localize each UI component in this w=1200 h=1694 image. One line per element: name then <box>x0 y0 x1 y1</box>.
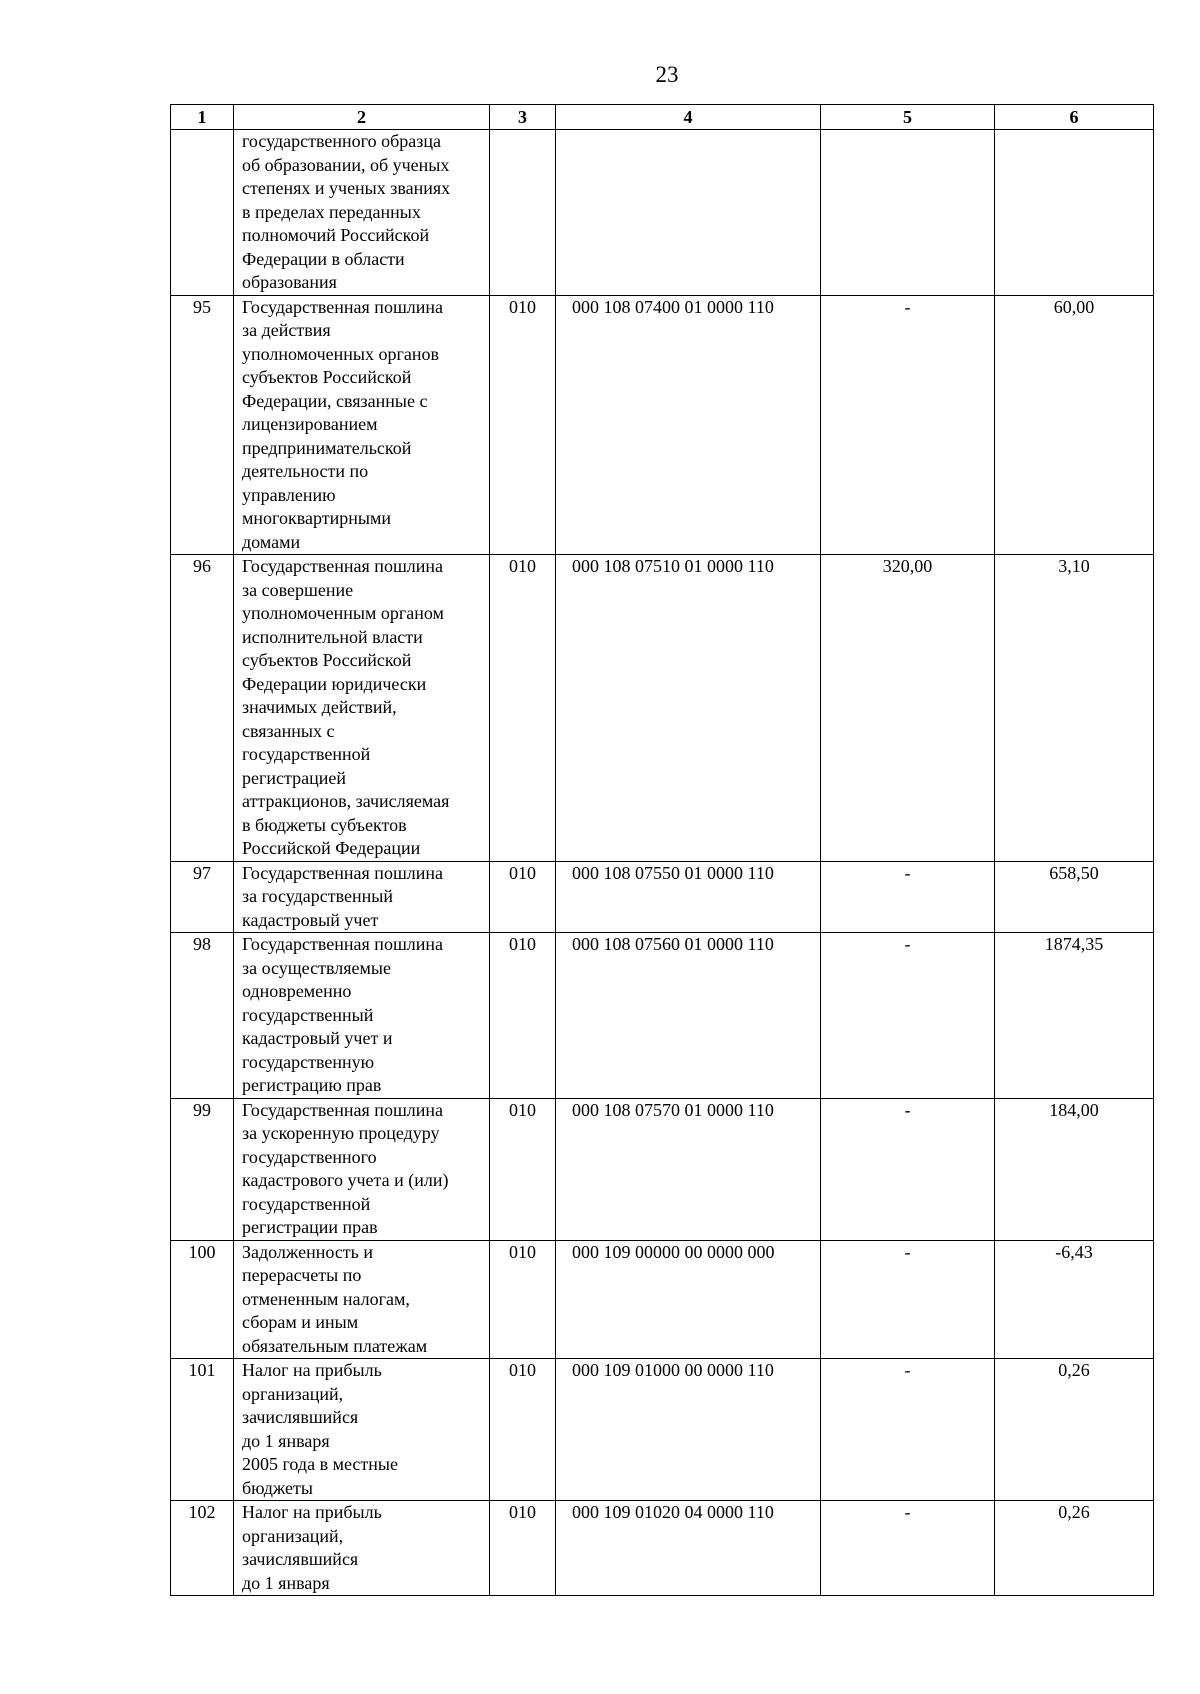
table-row <box>171 130 1154 296</box>
table-header-row <box>171 105 1154 130</box>
admin-code-cell: 010 <box>490 1501 556 1596</box>
page-number: 23 <box>655 62 679 87</box>
amount-col5-cell: - <box>821 933 995 1099</box>
table-row <box>171 555 1154 862</box>
admin-code-cell <box>490 130 556 296</box>
row-number-cell: 102 <box>171 1501 234 1596</box>
column-header-4: 4 <box>556 105 821 130</box>
amount-col5-cell: - <box>821 295 995 555</box>
revenue-name-cell <box>234 1501 490 1596</box>
table-row <box>171 1359 1154 1501</box>
amount-col5-cell: - <box>821 1240 995 1359</box>
budget-class-code-cell: 000 109 01000 00 0000 110 <box>556 1359 821 1501</box>
amount-col6-cell: -6,43 <box>995 1240 1154 1359</box>
row-number-cell: 97 <box>171 861 234 933</box>
revenue-name-cell <box>234 933 490 1099</box>
row-number-cell: 100 <box>171 1240 234 1359</box>
amount-col5-cell: - <box>821 1098 995 1240</box>
admin-code-cell: 010 <box>490 295 556 555</box>
table-row <box>171 933 1154 1099</box>
budget-class-code-cell: 000 108 07560 01 0000 110 <box>556 933 821 1099</box>
column-header-5: 5 <box>821 105 995 130</box>
admin-code-cell: 010 <box>490 1098 556 1240</box>
revenue-name-text: Государственная пошлина за государственный кадастровый учет <box>242 862 444 930</box>
budget-class-code-cell: 000 108 07510 01 0000 110 <box>556 555 821 862</box>
amount-col5-cell: - <box>821 1501 995 1596</box>
revenue-name-text: государственного образца об образовании, об ученых степенях и ученых званиях в пределах переданных полномочий Российской Федерации в области образования <box>242 131 451 292</box>
revenue-name-cell <box>234 1240 490 1359</box>
revenue-name-cell <box>234 295 490 555</box>
revenue-name-cell <box>234 555 490 862</box>
budget-class-code-cell <box>556 130 821 296</box>
amount-col5-cell <box>821 130 995 296</box>
revenue-name-text: Государственная пошлина за совершение уполномоченным органом исполнительной власти субъектов Российской Федерации юридически значимых действий, связанных с государственной регистрацией аттракционов, зачисляемая в бюджеты субъектов Российской Федерации <box>242 556 450 858</box>
column-header-6: 6 <box>995 105 1154 130</box>
revenue-name-text: Государственная пошлина за действия уполномоченных органов субъектов Российской Федерации, связанные с лицензированием предпринимательской деятельности по управлению многоквартирными домами <box>242 296 444 552</box>
row-number-cell: 96 <box>171 555 234 862</box>
revenue-name-text: Налог на прибыль организаций, зачислявшийся до 1 января <box>242 1502 382 1593</box>
budget-class-code-cell: 000 108 07570 01 0000 110 <box>556 1098 821 1240</box>
revenue-name-text: Налог на прибыль организаций, зачислявшийся до 1 января 2005 года в местные бюджеты <box>242 1360 398 1498</box>
amount-col6-cell: 3,10 <box>995 555 1154 862</box>
amount-col5-cell: - <box>821 1359 995 1501</box>
admin-code-cell: 010 <box>490 933 556 1099</box>
budget-revenue-table <box>170 104 1154 1596</box>
revenue-name-cell <box>234 1098 490 1240</box>
amount-col6-cell: 60,00 <box>995 295 1154 555</box>
budget-class-code-cell: 000 108 07550 01 0000 110 <box>556 861 821 933</box>
amount-col5-cell: 320,00 <box>821 555 995 862</box>
budget-class-code-cell: 000 108 07400 01 0000 110 <box>556 295 821 555</box>
column-header-1: 1 <box>171 105 234 130</box>
budget-class-code-cell: 000 109 00000 00 0000 000 <box>556 1240 821 1359</box>
revenue-name-cell <box>234 130 490 296</box>
revenue-name-cell <box>234 1359 490 1501</box>
revenue-name-text: Государственная пошлина за ускоренную процедуру государственного кадастрового учета и (или) государственной регистрации прав <box>242 1099 449 1237</box>
admin-code-cell: 010 <box>490 1240 556 1359</box>
table-row <box>171 1098 1154 1240</box>
row-number-cell: 99 <box>171 1098 234 1240</box>
admin-code-cell: 010 <box>490 861 556 933</box>
revenue-name-cell <box>234 861 490 933</box>
amount-col6-cell: 0,26 <box>995 1501 1154 1596</box>
admin-code-cell: 010 <box>490 555 556 862</box>
revenue-name-text: Задолженность и перерасчеты по отмененным налогам, сборам и иным обязательным платежам <box>242 1241 428 1356</box>
table-row <box>171 295 1154 555</box>
amount-col6-cell: 184,00 <box>995 1098 1154 1240</box>
table-row <box>171 1501 1154 1596</box>
row-number-cell <box>171 130 234 296</box>
column-header-3: 3 <box>490 105 556 130</box>
row-number-cell: 101 <box>171 1359 234 1501</box>
amount-col6-cell <box>995 130 1154 296</box>
row-number-cell: 95 <box>171 295 234 555</box>
table-row <box>171 1240 1154 1359</box>
revenue-name-text: Государственная пошлина за осуществляемые одновременно государственный кадастровый учет и государственную регистрацию прав <box>242 934 444 1095</box>
table-row <box>171 861 1154 933</box>
amount-col6-cell: 1874,35 <box>995 933 1154 1099</box>
row-number-cell: 98 <box>171 933 234 1099</box>
column-header-2: 2 <box>234 105 490 130</box>
amount-col5-cell: - <box>821 861 995 933</box>
budget-class-code-cell: 000 109 01020 04 0000 110 <box>556 1501 821 1596</box>
amount-col6-cell: 0,26 <box>995 1359 1154 1501</box>
admin-code-cell: 010 <box>490 1359 556 1501</box>
amount-col6-cell: 658,50 <box>995 861 1154 933</box>
